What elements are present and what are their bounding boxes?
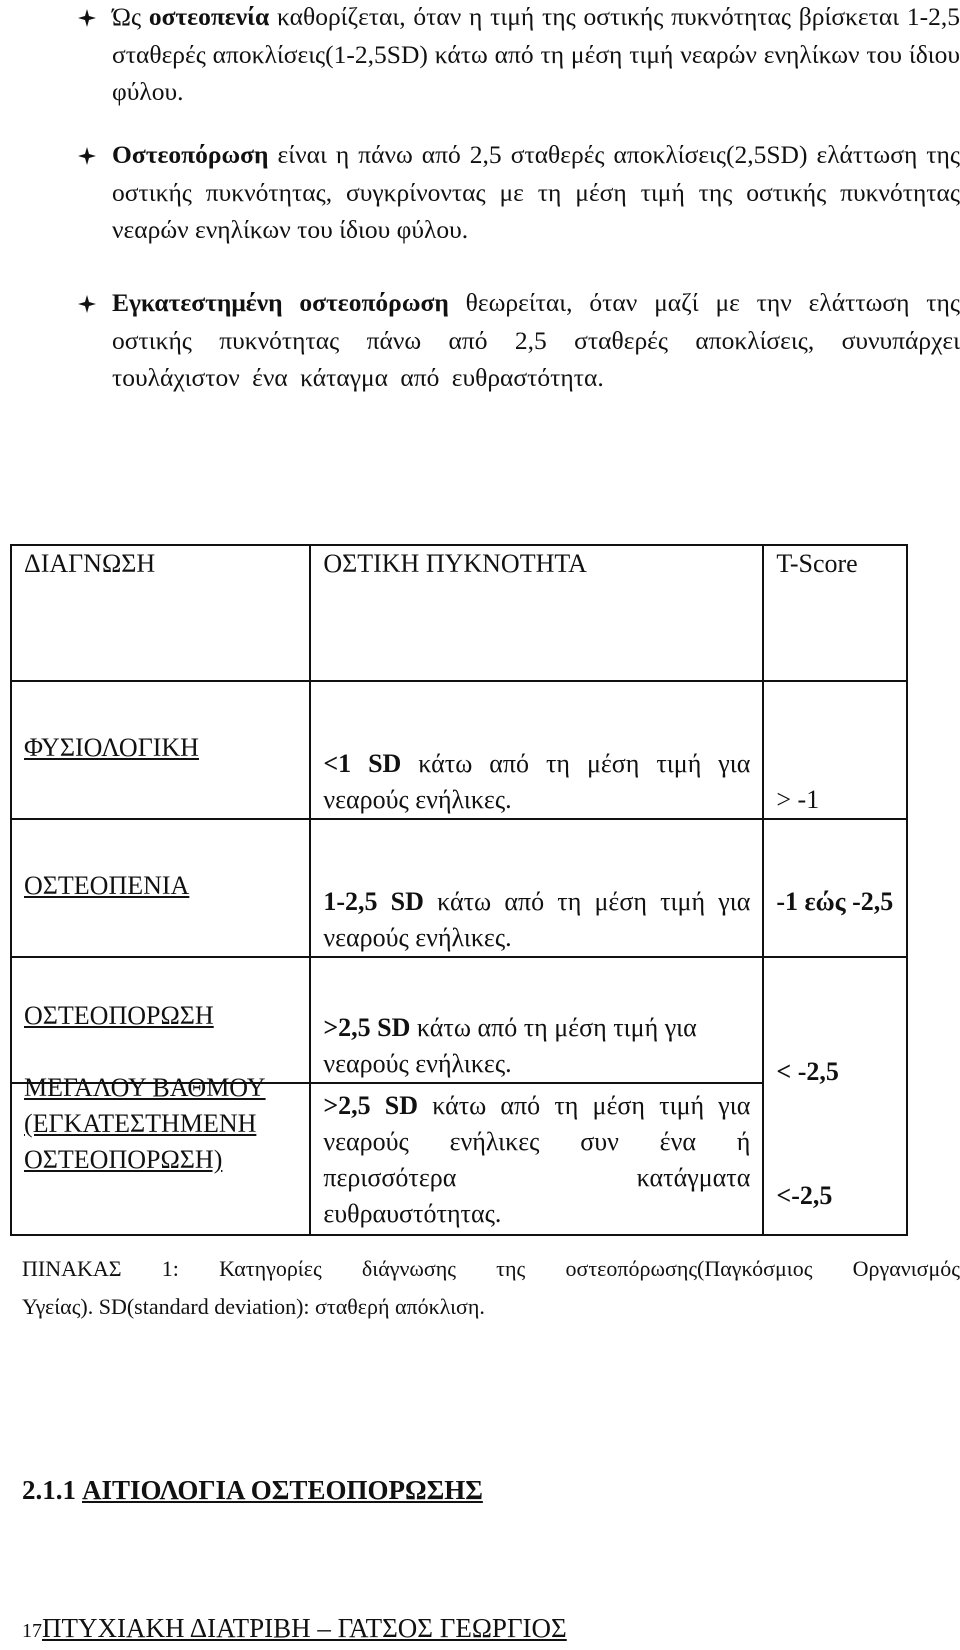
diamond-bullet-icon <box>78 9 96 27</box>
table-caption <box>22 1250 960 1326</box>
bullet-osteoporosis <box>80 136 960 249</box>
cell-tscore: > -1 <box>763 681 907 819</box>
bullet-term: Οστεοπόρωση <box>112 140 269 169</box>
cell-diagnosis: ΦΥΣΙΟΛΟΓΙΚΗ <box>11 681 310 819</box>
table-row <box>11 957 907 1083</box>
bullet-term: οστεοπενία <box>148 2 270 31</box>
page-number: 17 <box>22 1620 42 1642</box>
cell-diagnosis: ΟΣΤΕΟΠΕΝΙΑ <box>11 819 310 957</box>
cell-diagnosis: ΜΕΓΑΛΟΥ ΒΑΘΜΟΥ (ΕΓΚΑΤΕΣΤΗΜΕΝΗ ΟΣΤΕΟΠΟΡΩΣΗ) <box>11 1083 310 1235</box>
cell-density: 1-2,5 SD κάτω από τη μέση τιμή για νεαρούς ενήλικες. <box>310 819 763 957</box>
bullet-established-osteoporosis <box>80 284 960 397</box>
section-title: ΑΙΤΙΟΛΟΓΙΑ ΟΣΤΕΟΠΟΡΩΣΗΣ <box>82 1475 483 1505</box>
cell-density: >2,5 SD κάτω από τη μέση τιμή για νεαρούς ενήλικες συν ένα ή περισσότερα κατάγματα ευθραυστότητας. <box>310 1083 763 1235</box>
header-tscore: T-Score <box>763 545 907 681</box>
table-row <box>11 681 907 819</box>
footer-text: ΠΤΥΧΙΑΚΗ ΔΙΑΤΡΙΒΗ – ΓΑΤΣΟΣ ΓΕΩΡΓΙΟΣ <box>42 1613 567 1643</box>
bullet-prefix: Ώς <box>112 2 149 31</box>
diagnosis-table <box>10 544 908 1236</box>
cell-diagnosis: ΟΣΤΕΟΠΟΡΩΣΗ <box>11 957 310 1083</box>
caption-line-1: ΠΙΝΑΚΑΣ 1: Κατηγορίες διάγνωσης της οστεοπόρωσης(Παγκόσμιος Οργανισμός <box>22 1256 960 1281</box>
cell-tscore-group: < -2,5 <-2,5 <box>763 957 907 1235</box>
table-header-row <box>11 545 907 681</box>
cell-tscore: -1 εώς -2,5 <box>763 819 907 957</box>
diamond-bullet-icon <box>78 295 96 313</box>
bullet-text: είναι η πάνω από 2,5 σταθερές αποκλίσεις(2,5SD) ελάττωση της οστικής πυκνότητας, συγκρίνοντας με τη μέση τιμή της οστικής πυκνότητας νεαρών ενηλίκων του ίδιου φύλου. <box>112 140 960 244</box>
diamond-bullet-icon <box>78 147 96 165</box>
bullet-osteopenia <box>80 0 960 111</box>
bullet-term: Εγκατεστημένη οστεοπόρωση <box>112 288 449 317</box>
section-heading <box>22 1475 483 1506</box>
cell-density: <1 SD κάτω από τη μέση τιμή για νεαρούς ενήλικες. <box>310 681 763 819</box>
header-diagnosis: ΔΙΑΓΝΩΣΗ <box>11 545 310 681</box>
table-row <box>11 819 907 957</box>
header-bone-density: ΟΣΤΙΚΗ ΠΥΚΝΟΤΗΤΑ <box>310 545 763 681</box>
page-footer <box>22 1613 567 1644</box>
bullet-text: καθορίζεται, όταν η τιμή της οστικής πυκνότητας βρίσκεται 1-2,5 σταθερές αποκλίσεις(1-2,5SD) κάτω από τη μέση τιμή νεαρών ενηλίκων του ίδιου φύλου. <box>112 2 960 106</box>
bullet-text: θεωρείται, όταν μαζί με την ελάττωση της οστικής πυκνότητας πάνω από 2,5 σταθερές αποκλίσεις, συνυπάρχει τουλάχιστον ένα κάταγμα από ευθραστότητα. <box>112 288 960 392</box>
caption-line-2: Υγείας). SD(standard deviation): σταθερή απόκλιση. <box>22 1294 485 1319</box>
section-number: 2.1.1 <box>22 1475 76 1505</box>
cell-density: >2,5 SD κάτω από τη μέση τιμή για νεαρούς ενήλικες. <box>310 957 763 1083</box>
